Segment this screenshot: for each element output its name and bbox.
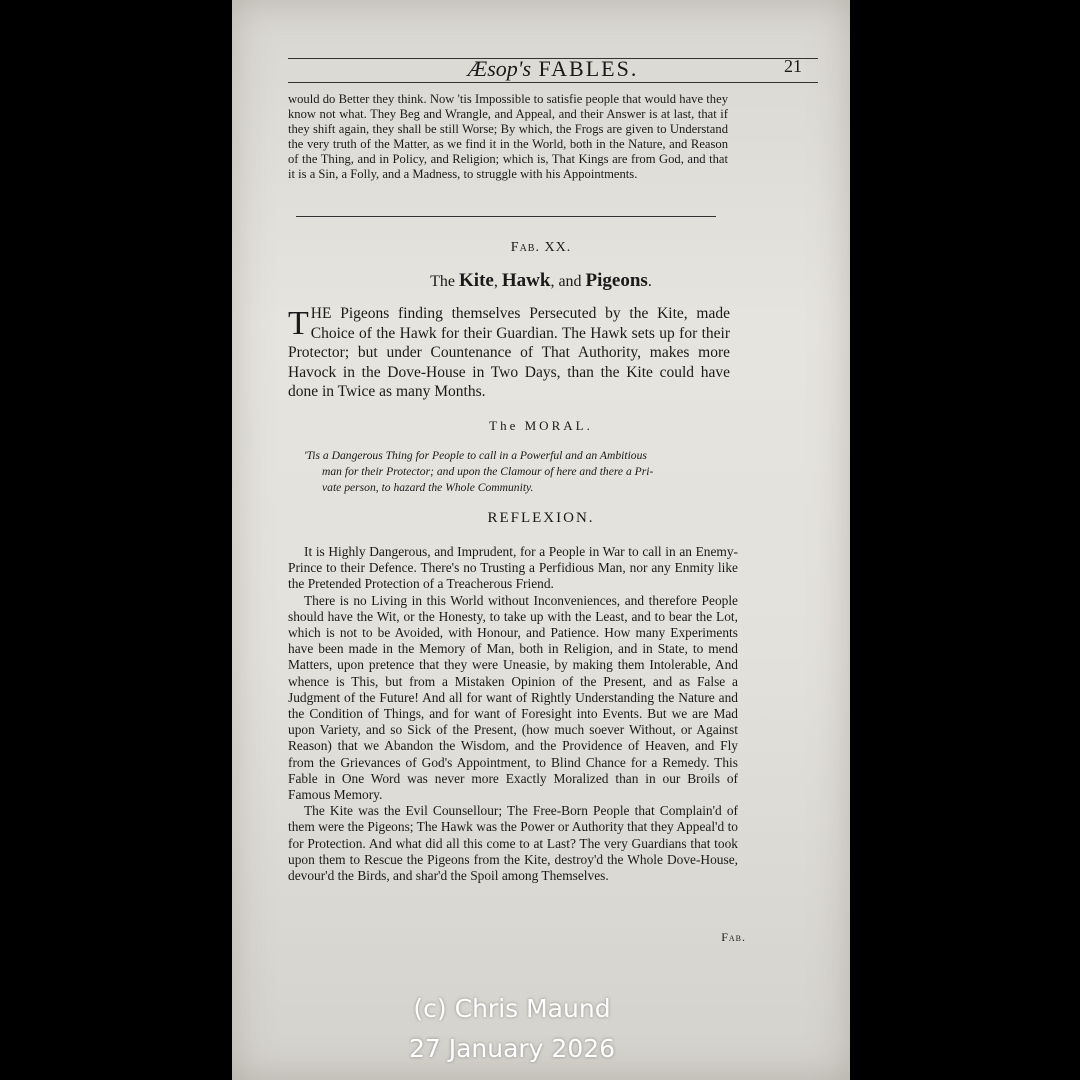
running-title-author: Æsop's [467, 56, 532, 81]
fable-title-hawk: Hawk [501, 270, 551, 291]
reflexion-heading: REFLEXION. [487, 510, 595, 526]
copyright-watermark: (c) Chris Maund [413, 994, 611, 1023]
running-header [288, 54, 818, 84]
reflexion-paragraph-3: The Kite was the Evil Counsellour; The Free-Born People that Complain'd of them were the Pigeons; The Hawk was the Power or Authority that they Appeal'd to for Protection. And what did all this come to at Last? The very Guardians that took upon them to Rescue the Pigeons from the Kite, destroy'd the Whole Dove-House, devour'd the Birds, and shar'd the Spoil among Themselves. [288, 803, 738, 884]
moral-line-2: man for their Protector; and upon the Clamour of here and there a Pri- [322, 465, 654, 478]
fable-body-text: HE Pigeons finding themselves Persecuted by the Kite, made Choice of the Hawk for their Guardian. The Hawk sets up for their Protector; but under Countenance of That Authority, makes more Havock in the Dove-House in Two Days, than the Kite could have done in Twice as many Months. [288, 305, 730, 401]
moral-text [304, 448, 734, 496]
fable-text [288, 304, 730, 402]
fable-label-word: Fab. [510, 240, 540, 255]
drop-cap: T [288, 305, 309, 342]
fable-title-pigeons: Pigeons [585, 270, 648, 291]
fable-title-end: . [647, 273, 652, 290]
reflexion-paragraph-2: There is no Living in this World without Inconveniences, and therefore People should have the Wit, or the Honesty, to take up with the Least, and to bear the Lot, which is not to be Avoided, with Honour, and Patience. How many Experiments have been made in the Memory of Man, both in Religion, and in State, to mend Matters, upon pretence that they were Uneasie, by making them Intolerable, And whence is This, but from a Mistaken Opinion of the Present, and as False a Judgment of the Future! And all for want of Rightly Understanding the Nature and the Condition of Things, and for want of Foresight into Events. But we are Mad upon Variety, and so Sick of the Present, (how much soever Without, or Against Reason) that we Abandon the Wisdom, and the Providence of Heaven, and Fly from the Grievances of God's Appointment, to Blind Chance for a Remedy. This Fable in One Word was never more Exactly Moralized than in our Broils of Famous Memory. [288, 592, 738, 803]
header-rule-bottom [288, 82, 818, 83]
fable-title-kite: Kite [459, 270, 494, 291]
fable-title-sep2: , and [550, 273, 586, 290]
running-title [288, 56, 818, 82]
fable-title-the: The [430, 273, 460, 290]
moral-line-1: 'Tis a Dangerous Thing for People to call in a Powerful and an Ambitious [304, 449, 647, 462]
fable-title [232, 270, 850, 292]
reflexion-paragraph-1: It is Highly Dangerous, and Imprudent, for a People in War to call in an Enemy-Prince to their Defence. There's no Trusting a Perfidious Man, nor any Enmity like the Pretended Protection of a Treacherous Friend. [288, 544, 738, 592]
running-title-book: FABLES. [538, 56, 639, 81]
continued-paragraph: would do Better they think. Now 'tis Impossible to satisfie people that would have they know not what. They Beg and Wrangle, and Appeal, and their Answer is at last, that if they shift again, they shall be still Worse; By which, the Frogs are given to Understand the very truth of the Matter, as we find it in the World, both in the Nature, and Reason of the Thing, and in Policy, and Religion; which is, That Kings are from God, and that it is a Sin, a Folly, and a Madness, to struggle with his Appointments. [288, 92, 728, 182]
reflexion-text [288, 544, 738, 884]
page-number: 21 [784, 56, 802, 76]
fable-label-number: XX. [544, 240, 572, 255]
fable-number [232, 240, 850, 256]
section-divider [296, 216, 716, 217]
catchword: Fab. [721, 930, 746, 944]
moral-heading: The MORAL. [489, 418, 593, 433]
moral-line-3: vate person, to hazard the Whole Community. [322, 481, 534, 494]
date-watermark: 27 January 2026 [408, 1034, 616, 1063]
fable-title-sep1: , [493, 273, 502, 290]
book-page [232, 0, 850, 1080]
